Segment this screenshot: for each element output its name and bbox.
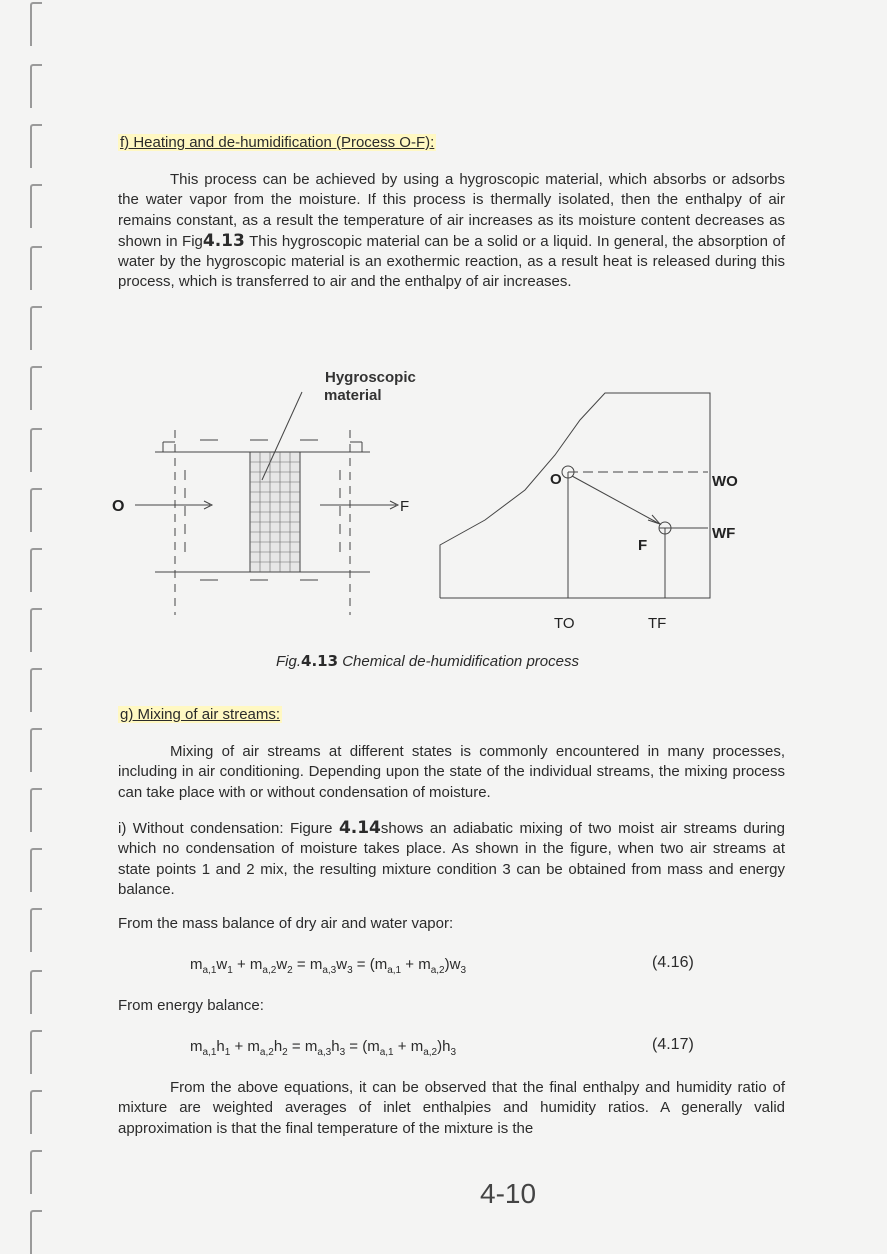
figure-ref-handwritten-2: 4.14 [338, 818, 381, 838]
w-o-label: WO [712, 473, 738, 490]
outlet-label: F [400, 498, 410, 515]
page-number-handwritten: 4-10 [480, 1178, 537, 1209]
energy-balance-intro: From energy balance: [118, 997, 264, 1014]
equation-number-17: (4.17) [652, 1036, 694, 1053]
mass-balance-intro: From the mass balance of dry air and water vapor: [118, 915, 454, 932]
equation-number-16: (4.16) [652, 954, 694, 971]
t-f-label: TF [648, 615, 667, 632]
section-f-paragraph: This process can be achieved by using a hygroscopic material, which absorbs or adsorbs the water vapor from the moisture. If this process is thermally isolated, then the enthalpy of air remains constant, as a result the temperature of air increases as its moisture content decreases as shown in Fig4.13 This hygroscopic material can be a solid or a liquid. In general, the absorption of water by the hygroscopic material is an exothermic reaction, as a result heat is released during this process, which is transferred to air and the enthalpy of air increases. [118, 171, 785, 291]
without-condensation-paragraph: i) Without condensation: Figure 4.14shows an adiabatic mixing of two moist air streams during which no condensation of moisture takes place. As shown in the figure, when two air streams at state points 1 and 2 mix, the resulting mixture condition 3 can be obtained from mass and energy balance. [118, 818, 785, 898]
figure-caption: Fig.4.13 Chemical de-humidification process [276, 652, 579, 670]
section-g-heading: g) Mixing of air streams: [120, 706, 281, 723]
section-f-heading: f) Heating and de-humidification (Process O-F): [120, 134, 435, 151]
material-label: material [324, 387, 382, 404]
point-f-label: F [638, 537, 648, 554]
w-f-label: WF [712, 525, 736, 542]
hygroscopic-label: Hygroscopic [325, 369, 416, 386]
conclusion-paragraph: From the above equations, it can be observed that the final enthalpy and humidity ratio of mixture are weighted averages of inlet enthalpies and humidity ratios. A generally valid approximation is that the final temperature of the mixture is the [118, 1079, 785, 1137]
point-o-label: O [550, 471, 562, 488]
equation-4-16: $m_{a,1}w_1 + m_{a,2}w_2 = m_{a,3}w_3 = (m_{a,1} + m_{a,2})w_3$ [190, 956, 467, 976]
dehumidification-figure [100, 360, 740, 650]
t-o-label: TO [554, 615, 575, 632]
figure-ref-handwritten: 4.13 [202, 230, 245, 251]
inlet-label: O [112, 498, 125, 515]
mixing-paragraph: Mixing of air streams at different states is commonly encountered in many processes, including in air conditioning. Depending upon the state of the individual streams, the mixing process can take place with or without condensation of moisture. [118, 743, 785, 801]
spiral-binding [0, 0, 48, 1254]
equation-4-17: $m_{a,1}h_1 + m_{a,2}h_2 = m_{a,3}h_3 = (m_{a,1} + m_{a,2})h_3$ [190, 1038, 457, 1058]
